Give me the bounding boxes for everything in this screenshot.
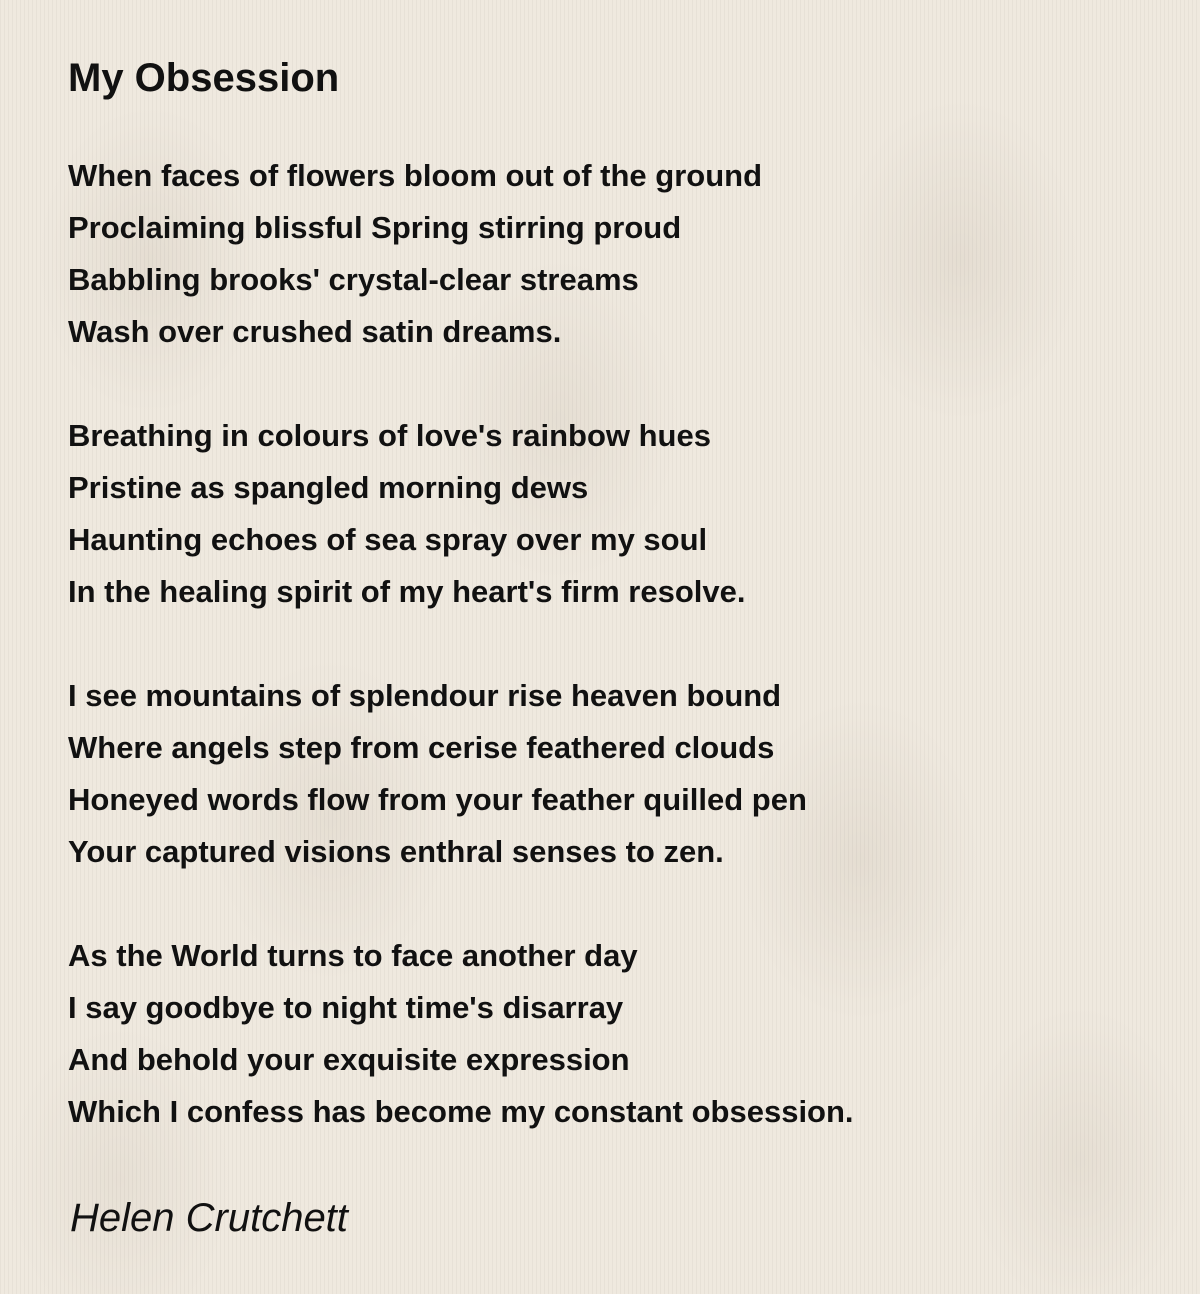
- stanza-1: [68, 150, 1148, 358]
- poem-line: When faces of flowers bloom out of the ground: [68, 158, 763, 193]
- poem-line: Wash over crushed satin dreams.: [68, 314, 562, 349]
- poem-author: Helen Crutchett: [70, 1196, 348, 1240]
- poem-line: Where angels step from cerise feathered clouds: [68, 730, 775, 765]
- poem-line: And behold your exquisite expression: [68, 1042, 630, 1077]
- stanza-4: [68, 930, 1148, 1138]
- stanza-3: [68, 670, 1148, 878]
- poem-line: In the healing spirit of my heart's firm resolve.: [68, 574, 746, 609]
- poem-body: [68, 150, 1148, 1190]
- poem-line: As the World turns to face another day: [68, 938, 638, 973]
- poem-line: Breathing in colours of love's rainbow hues: [68, 418, 711, 453]
- stanza-2: [68, 410, 1148, 618]
- poem-line: Your captured visions enthral senses to zen.: [68, 834, 724, 869]
- poem-line: Babbling brooks' crystal-clear streams: [68, 262, 639, 297]
- poem-title: My Obsession: [68, 56, 340, 100]
- poem-line: I see mountains of splendour rise heaven bound: [68, 678, 782, 713]
- poem-line: Haunting echoes of sea spray over my soul: [68, 522, 708, 557]
- poem-line: Which I confess has become my constant obsession.: [68, 1094, 854, 1129]
- poem-line: Pristine as spangled morning dews: [68, 470, 589, 505]
- poem-line: Honeyed words flow from your feather quilled pen: [68, 782, 807, 817]
- poem-line: Proclaiming blissful Spring stirring proud: [68, 210, 682, 245]
- poem-line: I say goodbye to night time's disarray: [68, 990, 624, 1025]
